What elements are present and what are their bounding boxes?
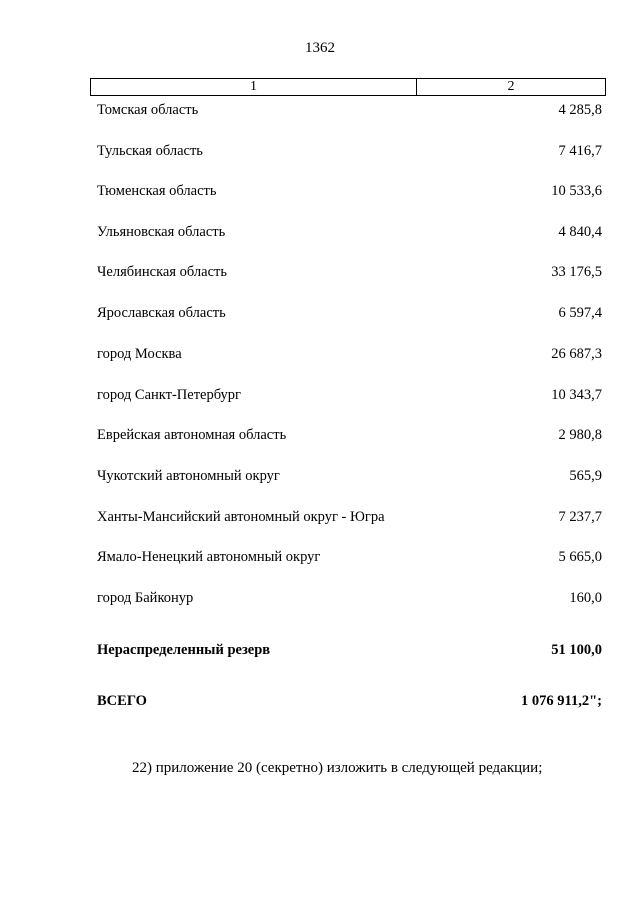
table-row <box>97 386 602 404</box>
region-value: 7 416,7 <box>558 143 602 159</box>
region-name: Тульская область <box>97 143 203 159</box>
table-row <box>97 101 602 119</box>
region-name: Чукотский автономный округ <box>97 468 280 484</box>
reserve-label: Нераспределенный резерв <box>97 642 271 658</box>
region-name: Ханты-Мансийский автономный округ - Югра <box>97 509 385 525</box>
region-name: Ульяновская область <box>97 224 226 240</box>
column-header-1: 1 <box>91 79 417 95</box>
region-name: город Санкт-Петербург <box>97 387 242 403</box>
table-row <box>97 304 602 322</box>
region-value: 6 597,4 <box>558 305 602 321</box>
table-row <box>97 345 602 363</box>
region-value: 33 176,5 <box>551 264 602 280</box>
region-name: Челябинская область <box>97 264 227 280</box>
region-name: Ямало-Ненецкий автономный округ <box>97 549 321 565</box>
region-name: Томская область <box>97 102 199 118</box>
table-row <box>97 467 602 485</box>
region-value: 5 665,0 <box>558 549 602 565</box>
region-value: 2 980,8 <box>558 427 602 443</box>
table-row <box>97 426 602 444</box>
total-label: ВСЕГО <box>97 693 147 709</box>
region-name: Ярославская область <box>97 305 226 321</box>
region-value: 10 343,7 <box>551 387 602 403</box>
region-value: 565,9 <box>569 468 602 484</box>
region-value: 4 840,4 <box>558 224 602 240</box>
reserve-value: 51 100,0 <box>551 642 602 658</box>
region-name: Тюменская область <box>97 183 217 199</box>
region-value: 160,0 <box>569 590 602 606</box>
total-value: 1 076 911,2"; <box>521 693 602 709</box>
region-name: город Байконур <box>97 590 194 606</box>
table-row <box>97 548 602 566</box>
region-name: Еврейская автономная область <box>97 427 287 443</box>
page-number: 1362 <box>305 40 335 56</box>
region-value: 26 687,3 <box>551 346 602 362</box>
region-value: 10 533,6 <box>551 183 602 199</box>
region-value: 4 285,8 <box>558 102 602 118</box>
table-row <box>97 182 602 200</box>
reserve-row <box>97 641 602 659</box>
table-row <box>97 142 602 160</box>
region-value: 7 237,7 <box>558 509 602 525</box>
table-row <box>97 589 602 607</box>
table-row <box>97 223 602 241</box>
table-header <box>90 78 606 96</box>
column-header-2: 2 <box>507 79 515 94</box>
footer-paragraph: 22) приложение 20 (секретно) изложить в следующей редакции; <box>132 760 543 776</box>
region-name: город Москва <box>97 346 182 362</box>
table-row <box>97 263 602 281</box>
table-row <box>97 508 602 526</box>
total-row <box>97 692 602 710</box>
